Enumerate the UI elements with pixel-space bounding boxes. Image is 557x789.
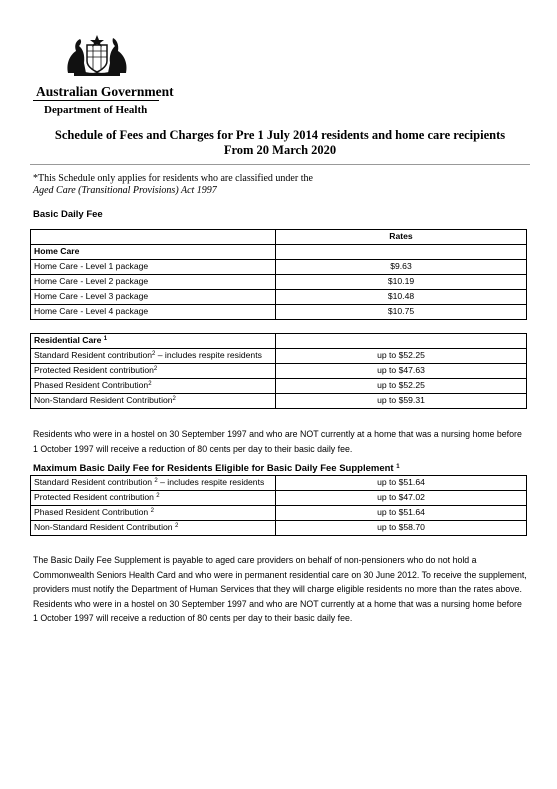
row-label: Home Care - Level 2 package	[31, 275, 276, 290]
row-label: Home Care - Level 4 package	[31, 305, 276, 320]
table-row	[31, 275, 527, 290]
table-row	[31, 349, 527, 364]
table-row	[31, 379, 527, 394]
coat-of-arms-icon	[62, 33, 132, 77]
row-label-suffix: – includes respite residents	[157, 477, 265, 487]
row-rate: $9.63	[276, 260, 527, 275]
footnote-marker: 2	[154, 478, 158, 484]
row-label-text: Non-Standard Resident Contribution	[34, 522, 173, 532]
row-label	[31, 379, 276, 394]
table-row	[31, 491, 527, 506]
footnote-marker: 2	[153, 366, 158, 372]
basic-daily-fee-heading: Basic Daily Fee	[33, 209, 103, 220]
note-line-1: *This Schedule only applies for residents who are classified under the	[33, 173, 313, 184]
residential-care-table	[30, 333, 527, 409]
table-row	[31, 521, 527, 536]
row-label	[31, 506, 276, 521]
title-line-2: From 20 March 2020	[223, 143, 337, 157]
table-row	[31, 230, 527, 245]
row-rate: up to $47.63	[276, 364, 527, 379]
row-rate: up to $58.70	[276, 521, 527, 536]
row-label-text: Phased Resident Contribution	[34, 507, 149, 517]
table-row	[31, 305, 527, 320]
row-label-text: Protected Resident contribution	[34, 492, 154, 502]
table-row	[31, 245, 527, 260]
row-rate: up to $52.25	[276, 379, 527, 394]
rates-column-header: Rates	[276, 230, 527, 245]
row-rate: $10.75	[276, 305, 527, 320]
table-cell	[31, 230, 276, 245]
row-rate: up to $52.25	[276, 349, 527, 364]
table-row	[31, 394, 527, 409]
row-label-text: Phased Resident Contribution	[34, 380, 149, 390]
document-title	[30, 128, 530, 158]
row-label	[31, 521, 276, 536]
table-cell	[276, 245, 527, 260]
row-label-text: Non-Standard Resident Contribution	[34, 395, 173, 405]
table-row	[31, 260, 527, 275]
row-rate: up to $51.64	[276, 506, 527, 521]
row-label	[31, 394, 276, 409]
row-label	[31, 491, 276, 506]
note-act-name: Aged Care (Transitional Provisions) Act 1997	[33, 185, 217, 196]
applicability-note	[33, 173, 313, 197]
supplement-table	[30, 475, 527, 536]
row-label	[31, 349, 276, 364]
row-rate: $10.48	[276, 290, 527, 305]
row-label	[31, 364, 276, 379]
row-label-suffix: – includes respite residents	[155, 350, 262, 360]
government-name: Australian Government	[36, 84, 174, 99]
row-label-text: Protected Resident contribution	[34, 365, 154, 375]
table-row	[31, 506, 527, 521]
residential-care-header-label: Residential Care	[34, 335, 102, 345]
home-care-table	[30, 229, 527, 320]
table-row	[31, 476, 527, 491]
table-cell	[276, 334, 527, 349]
footnote-marker: 2	[156, 493, 160, 499]
row-label-text: Standard Resident contribution	[34, 477, 153, 487]
row-label	[31, 476, 276, 491]
supplement-explanation: The Basic Daily Fee Supplement is payable to aged care providers on behalf of non-pensioners who do not hold a Commonwealth Seniors Health Card and who were in permanent residential care on 30 June 2012. To receive the supplement, providers must notify the Department of Human Services that they will charge eligible residents no more than the rates above. Residents who were in a hostel on 30 September 1997 and who are NOT currently at a home that was a nursing home before 1 October 1997 will receive a reduction of 80 cents per day to their basic daily fee.	[33, 555, 527, 623]
home-care-section-header: Home Care	[31, 245, 276, 260]
supplement-heading	[33, 463, 400, 474]
footnote-marker: 2	[150, 508, 154, 514]
title-line-1: Schedule of Fees and Charges for Pre 1 July 2014 residents and home care recipients	[54, 128, 506, 142]
table-row	[31, 334, 527, 349]
row-rate: up to $51.64	[276, 476, 527, 491]
footnote-marker: 2	[152, 351, 156, 357]
footnote-marker: 1	[396, 464, 400, 470]
row-label: Home Care - Level 3 package	[31, 290, 276, 305]
row-label: Home Care - Level 1 package	[31, 260, 276, 275]
footnote-marker: 2	[172, 396, 176, 402]
row-rate: up to $59.31	[276, 394, 527, 409]
row-rate: up to $47.02	[276, 491, 527, 506]
footnote-marker: 2	[148, 381, 152, 387]
title-divider	[30, 164, 530, 165]
department-name: Department of Health	[44, 104, 148, 116]
footnote-marker: 2	[174, 523, 179, 529]
supplement-heading-text: Maximum Basic Daily Fee for Residents Eligible for Basic Daily Fee Supplement	[33, 463, 394, 474]
table-row	[31, 364, 527, 379]
table-row	[31, 290, 527, 305]
footnote-marker: 1	[103, 336, 108, 342]
row-label-text: Standard Resident contribution	[34, 350, 153, 360]
residential-care-header	[31, 334, 276, 349]
hostel-reduction-note: Residents who were in a hostel on 30 September 1997 and who are NOT currently at a home that was a nursing home before 1 October 1997 will receive a reduction of 80 cents per day to their basic daily fee.	[33, 429, 522, 454]
row-rate: $10.19	[276, 275, 527, 290]
header-divider	[33, 100, 159, 101]
